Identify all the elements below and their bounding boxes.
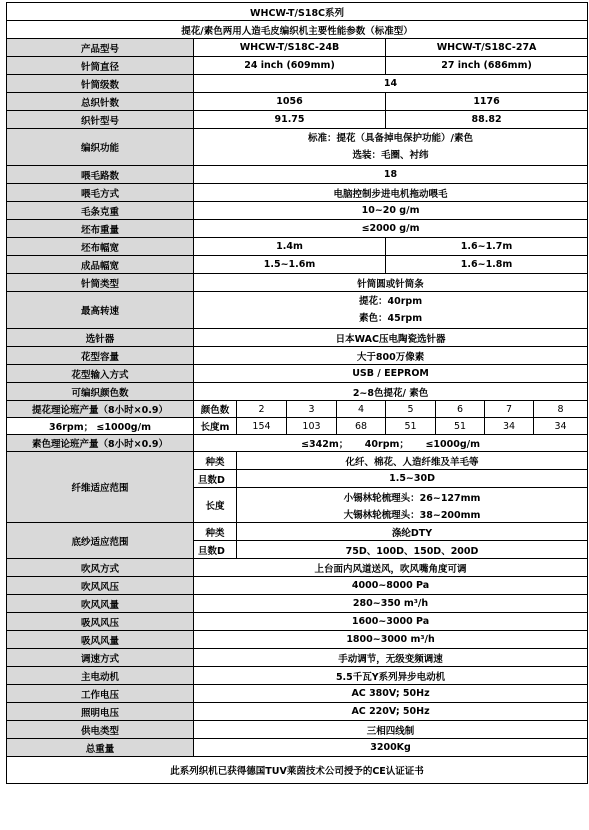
row-fiber-kind [7,452,588,470]
row-selector [7,329,588,347]
row-greige-width [7,238,588,256]
value-cell: AC 380V; 50Hz [194,685,588,703]
row-pattern-input [7,365,588,383]
row-label: 吹风方式 [7,559,194,577]
value-cell: 三相四线制 [194,721,588,739]
row-finished-width [7,256,588,274]
value-cell: 针筒圆或针筒条 [194,274,588,292]
row-jacquard-output-colors [7,401,588,418]
row-label: 花型容量 [7,347,194,365]
row-label: 针筒级数 [7,75,194,93]
row-label: 编织功能 [7,129,194,166]
row-speed-adjust [7,649,588,667]
row-max-speed [7,292,588,329]
row-label: 织针型号 [7,111,194,129]
row-label: 坯布重量 [7,220,194,238]
color-count-cell: 8 [534,401,588,418]
value-cell: 24 inch (609mm) [194,57,386,75]
length-cell: 103 [287,418,337,435]
row-label: 针筒类型 [7,274,194,292]
value-cell: 日本WAC压电陶瓷选针器 [194,329,588,347]
value-cell: 91.75 [194,111,386,129]
value-cell: 280~350 m³/h [194,595,588,613]
model-27a: WHCW-T/S18C-27A [386,39,588,57]
row-total-weight [7,739,588,757]
row-label: 喂毛路数 [7,166,194,184]
row-diameter [7,57,588,75]
row-label: 最高转速 [7,292,194,329]
row-work-voltage [7,685,588,703]
color-count-cell: 7 [485,401,534,418]
row-label: 可编织颜色数 [7,383,194,401]
color-count-cell: 5 [386,401,436,418]
row-feeders [7,166,588,184]
row-label: 吸风风量 [7,631,194,649]
row-model [7,39,588,57]
row-label: 针筒直径 [7,57,194,75]
row-label: 吹风风压 [7,577,194,595]
value-cell: 涤纶DTY [237,523,588,541]
row-plain-output [7,435,588,452]
row-blow-volume [7,595,588,613]
jacquard-output-conditions: 36rpm； ≤1000g/m [7,418,194,435]
value-cell: 手动调节，无级变频调速 [194,649,588,667]
row-colors [7,383,588,401]
row-label: 产品型号 [7,39,194,57]
row-suck-volume [7,631,588,649]
row-label: 成品幅宽 [7,256,194,274]
row-label: 调速方式 [7,649,194,667]
row-suck-pressure [7,613,588,631]
series-title: WHCW-T/S18C系列 [7,3,588,21]
row-backing-kind [7,523,588,541]
spec-table [6,2,588,784]
row-light-voltage [7,703,588,721]
value-cell: 4000~8000 Pa [194,577,588,595]
value-line: 素色：45rpm [358,313,423,324]
value-line: 标准：提花（具备掉电保护功能）/素色 [308,133,474,144]
length-cell: 34 [534,418,588,435]
value-cell: 88.82 [386,111,588,129]
spec-sheet [6,2,587,784]
value-cell: 5.5千瓦Y系列异步电动机 [194,667,588,685]
value-cell: 1800~3000 m³/h [194,631,588,649]
row-sliver-weight [7,202,588,220]
value-cell: 1.4m [194,238,386,256]
row-cylinder-type [7,274,588,292]
row-label: 总织针数 [7,93,194,111]
value-cell: 大于800万像素 [194,347,588,365]
row-main-motor [7,667,588,685]
value-cell: 大锡林轮梳理头：38~200mm [237,505,588,523]
value-cell: ≤342m； 40rpm； ≤1000g/m [194,435,588,452]
color-count-cell: 2 [237,401,287,418]
row-label: 坯布幅宽 [7,238,194,256]
value-cell: 10~20 g/m [194,202,588,220]
value-line: 选装：毛圈、衬纬 [352,150,429,161]
row-gauge [7,75,588,93]
color-count-cell: 6 [436,401,485,418]
value-cell: 3200Kg [194,739,588,757]
row-fabric-weight [7,220,588,238]
value-cell: 1.6~1.8m [386,256,588,274]
value-cell: AC 220V; 50Hz [194,703,588,721]
value-cell: 27 inch (686mm) [386,57,588,75]
footer-note: 此系列织机已获得德国TUV莱茵技术公司授予的CE认证证书 [7,757,588,784]
value-cell: 2~8色提花/ 素色 [194,383,588,401]
value-cell [194,292,588,329]
value-cell: 1176 [386,93,588,111]
value-line: 提花：40rpm [358,296,423,307]
row-label: 主电动机 [7,667,194,685]
sub-label: 种类 [194,452,237,470]
color-count-cell: 3 [287,401,337,418]
value-cell: 1600~3000 Pa [194,613,588,631]
value-cell: 1.5~1.6m [194,256,386,274]
row-label: 素色理论班产量（8小时×0.9） [7,435,194,452]
value-cell: ≤2000 g/m [194,220,588,238]
row-label: 供电类型 [7,721,194,739]
sub-label: 长度 [194,488,237,523]
value-cell: 1.6~1.7m [386,238,588,256]
row-power-type [7,721,588,739]
row-label: 底纱适应范围 [7,523,194,559]
sub-label: 旦数D [194,541,237,559]
length-cell: 51 [386,418,436,435]
row-label: 选针器 [7,329,194,347]
color-count-cell: 4 [337,401,386,418]
value-cell: 75D、100D、150D、200D [237,541,588,559]
row-label: 提花理论班产量（8小时×0.9） [7,401,194,418]
length-cell: 34 [485,418,534,435]
row-label: 总重量 [7,739,194,757]
sub-label: 种类 [194,523,237,541]
row-label: 吸风风压 [7,613,194,631]
row-label: 毛条克重 [7,202,194,220]
row-label: 照明电压 [7,703,194,721]
row-blow-pressure [7,577,588,595]
length-cell: 154 [237,418,287,435]
row-jacquard-output-lengths [7,418,588,435]
sub-label: 旦数D [194,470,237,488]
row-blow-mode [7,559,588,577]
row-label: 纤维适应范围 [7,452,194,523]
value-cell: 1056 [194,93,386,111]
row-label: 吹风风量 [7,595,194,613]
value-cell: 14 [194,75,588,93]
value-cell: 18 [194,166,588,184]
value-cell: 1.5~30D [237,470,588,488]
value-cell [194,129,588,166]
sub-label: 长度m [194,418,237,435]
row-needle-model [7,111,588,129]
sub-label: 颜色数 [194,401,237,418]
row-pattern-capacity [7,347,588,365]
row-footer [7,757,588,784]
row-label: 喂毛方式 [7,184,194,202]
row-needles [7,93,588,111]
value-cell: 电脑控制步进电机拖动喂毛 [194,184,588,202]
length-cell: 51 [436,418,485,435]
value-cell: 小锡林轮梳理头：26~127mm [237,488,588,506]
table-title: 提花/素色两用人造毛皮编织机主要性能参数（标准型） [7,21,588,39]
value-cell: 化纤、棉花、人造纤维及羊毛等 [237,452,588,470]
row-knit-function [7,129,588,166]
model-24b: WHCW-T/S18C-24B [194,39,386,57]
row-label: 花型输入方式 [7,365,194,383]
row-feed-mode [7,184,588,202]
row-label: 工作电压 [7,685,194,703]
length-cell: 68 [337,418,386,435]
value-cell: USB / EEPROM [194,365,588,383]
value-cell: 上台面内风道送风，吹风嘴角度可调 [194,559,588,577]
